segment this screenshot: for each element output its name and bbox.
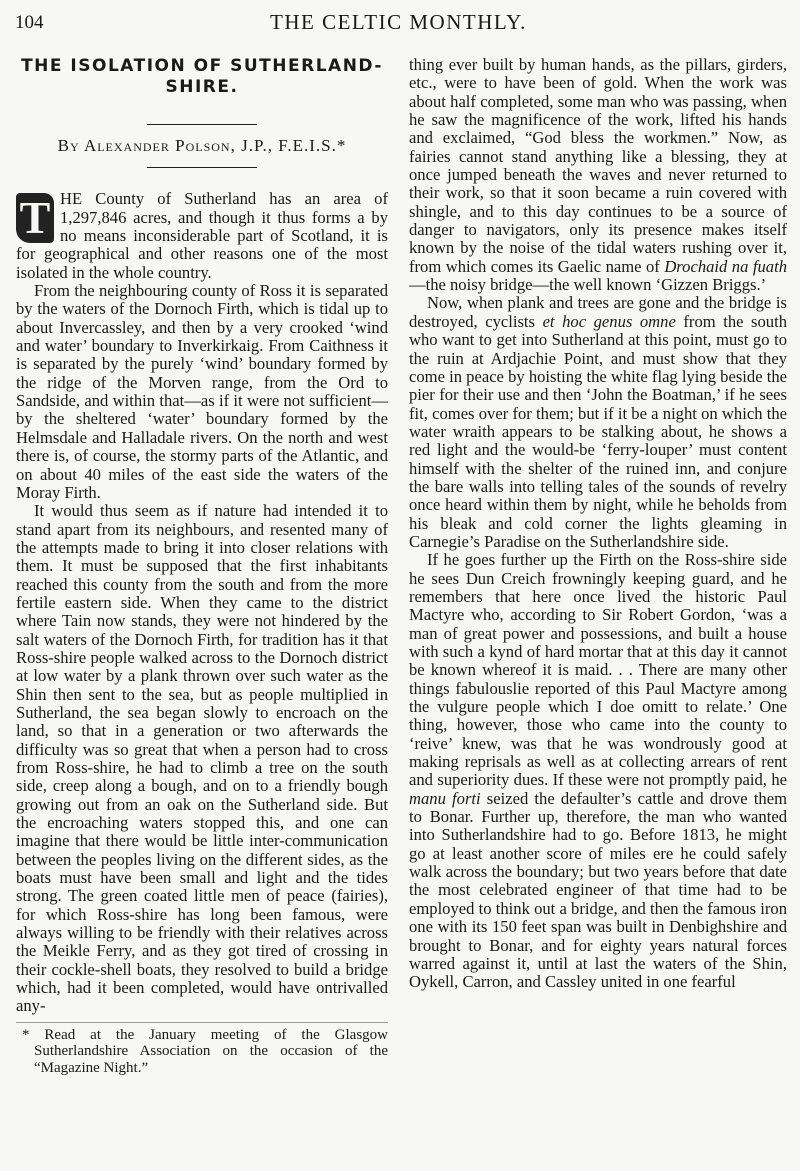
right-body xyxy=(409,56,787,992)
drop-cap-ornament: T xyxy=(16,193,54,243)
text-run: seized the defaulter’s cattle and drove them to Bonar. Further up, therefore, the man who wanted into Sutherlandshire had to go. Before 1813, he might go at least another score of miles ere he could safely walk across the boundary; but two years before that date the most celebrated engineer of that time had to be employed to think out a bridge, and then the famous iron one with its 150 feet span was built in Denbighshire and brought to Bonar, and for eighty years natural forces warred against it, until at last the waters of the Shin, Oykell, Carron, and Cassley united in one fearful xyxy=(409,788,787,992)
footnote: * Read at the January meeting of the Glasgow Sutherlandshire Association on the occasion of the “Magazine Night.” xyxy=(22,1026,388,1076)
text-run: Now, when plank and trees are gone and the bridge is destroyed, cyclists xyxy=(409,293,787,331)
left-column xyxy=(16,56,388,1076)
text-run: From the neighbouring county of Ross it is separated by the waters of the Dornoch Firth, which is tidal up to about Invercassley, and then by a very crooked ‘wind and water’ boundary to Inverkirkaig. From Caithness it is separated by the purely ‘wind’ boundary formed by the ridge of the Morven range, from the Ord to Sandside, and within that—as if it were not sufficient—by the sheltered ‘water’ boundary formed by the Helmsdale and Halladale rivers. On the north and west there is, of course, the stormy parts of the Atlantic, and on about 40 miles of the east side the waters of the Moray Firth. xyxy=(16,281,388,502)
paragraph xyxy=(409,551,787,991)
text-run: It would thus seem as if nature had intended it to stand apart from its neighbours, and resented many of the attempts made to bring it into closer relations with them. It must be supposed that the first inhabitants reached this county from the south and from the more fertile eastern side. When they came to the district where Tain now stands, they were not hindered by the salt waters of the Dornoch Firth, for tradition has it that Ross-shire people walked across to the Dornoch district at low water by a plank thrown over such water as the Shin then sent to the sea, but as people multiplied in Sutherland, the sea began slowly to encroach on the land, so that in a generation or two afterwards the difficulty was so great that when a person had to cross from Ross-shire, he had to climb a tree on the south side, creep along a bough, and on to a friendly bough growing out from an oak on the Sutherland side. But the encroaching waters stopped this, and one can imagine that there would be little inter-communication between the peoples living on the different sides, as the boats must have been small and light and the tides strong. The green coated little men of peace (fairies), for which Ross-shire has long been famous, were always willing to be friendly with their relatives across the Meikle Ferry, and as they got tired of crossing in their cockle-shell boats, they resolved to build a bridge which, had it been completed, would have ontrivalled any- xyxy=(16,501,388,1016)
paragraph xyxy=(409,56,787,294)
text-run: thing ever built by human hands, as the pillars, girders, etc., were to have been of gold. When the work was about half completed, some man who was passing, when he saw the magnificence of the work, lifted his hands and exclaimed, “God bless the workmen.” Now, as fairies cannot stand anything like a blessing, they at once jumped beneath the waves and never returned to their work, so that it soon became a ruin covered with shingle, and to this day continues to be a source of danger to navigators, only its presence makes itself known by the noise of the tidal waters rushing over it, from which comes its Gaelic name of xyxy=(409,55,787,276)
running-head: THE CELTIC MONTHLY. xyxy=(270,10,527,34)
italic-phrase: et hoc genus omne xyxy=(542,311,676,331)
text-run: HE County of Sutherland has an area of 1,297,846 acres, and though it thus forms a by no means inconsiderable part of Scotland, it is for geographical and other reasons one of the most isolated in the whole country. xyxy=(16,189,388,282)
right-column xyxy=(409,56,787,992)
article-title: THE ISOLATION OF SUTHERLAND-SHIRE. xyxy=(21,56,383,97)
italic-phrase: Drochaid na fuath xyxy=(664,256,787,276)
byline: By Alexander Polson, J.P., F.E.I.S.* xyxy=(57,136,347,155)
paragraph xyxy=(409,294,787,551)
italic-phrase: manu forti xyxy=(409,788,481,808)
left-body xyxy=(16,190,388,1015)
paragraph xyxy=(16,282,388,502)
divider xyxy=(147,124,257,125)
text-run: —the noisy bridge—the well known ‘Gizzen Briggs.’ xyxy=(409,275,767,295)
text-run: If he goes further up the Firth on the Ross-shire side he sees Dun Creich frowningly keeping guard, and he remembers that here once lived the historic Paul Mactyre who, according to Sir Robert Gordon, ‘was a man of great power and possessions, and built a house with such a kynd of hard mortar that at this day it cannot be known whereof it is maid. . . There are many other things fabulouslie reported of this Paul Mactyre among the vulgure people which I doe omitt to relate.’ One thing, however, those who came into the county to ‘reive’ knew, was that he was wondrously good at making reprisals as well as at collecting arrears of rent and superiority dues. If these were not promptly paid, he xyxy=(409,550,787,790)
paragraph xyxy=(16,502,388,1016)
text-run: from the south who want to get into Sutherland at this point, must go to the ruin at Ardjachie Point, and must show that they come in peace by hoisting the white flag lying beside the pier for their use and then ‘John the Boatman,’ if he sees fit, comes over for them; but if it be a night on which the water wraith appears to be stalking about, he shows a red light and the would-be ‘ferry-louper’ must content himself with the shelter of the ruined inn, and conjure the bare walls into telling tales of the sounds of revelry once heard within them by night, while he beholds from his bleak and cold corner the lights gleaming in Carnegie’s Paradise on the Sutherlandshire side. xyxy=(409,311,788,551)
footnote-rule xyxy=(16,1022,388,1023)
page-number: 104 xyxy=(15,12,44,33)
paragraph xyxy=(16,190,388,282)
